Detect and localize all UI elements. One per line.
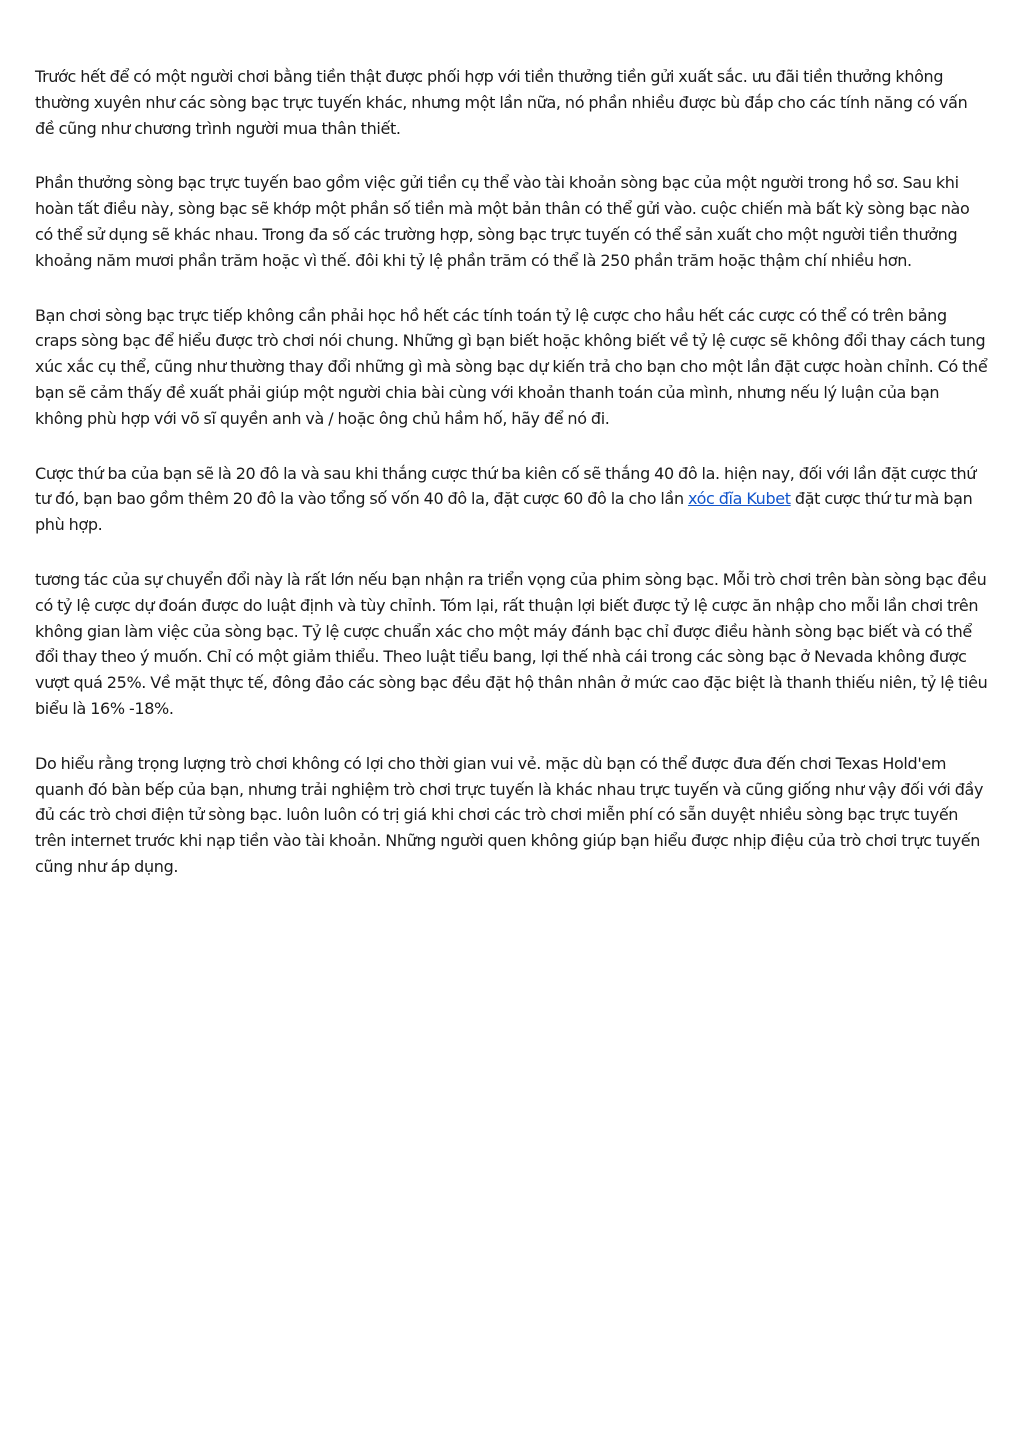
paragraph-2: Phần thưởng sòng bạc trực tuyến bao gồm việc gửi tiền cụ thể vào tài khoản sòng bạc của một người trong hồ sơ. Sau khi hoàn tất điều này, sòng bạc sẽ khớp một phần số tiền mà một bản thân có thể gửi vào. cuộc chiến mà bất kỳ sòng bạc nào có thể sử dụng sẽ khác nhau. Trong đa số các trường hợp, sòng bạc trực tuyến có thể sản xuất cho một người tiền thưởng khoảng năm mươi phần trăm hoặc vì thế. đôi khi tỷ lệ phần trăm có thể là 250 phần trăm hoặc thậm chí nhiều hơn. <box>35 173 970 270</box>
document-body <box>35 64 990 909</box>
paragraph-4-text-after: đặt cược thứ tư mà bạn phù hợp. <box>35 489 973 535</box>
paragraph-1: Trước hết để có một người chơi bằng tiền thật được phối hợp với tiền thưởng tiền gửi xuất sắc. ưu đãi tiền thưởng không thường xuyên như các sòng bạc trực tuyến khác, nhưng một lần nữa, nó phần nhiều được bù đắp cho các tính năng có vấn đề cũng như chương trình người mua thân thiết. <box>35 67 968 138</box>
paragraph-4 <box>35 461 990 538</box>
paragraph-3: Bạn chơi sòng bạc trực tiếp không cần phải học hồ hết các tính toán tỷ lệ cược cho hầu hết các cược có thể có trên bảng craps sòng bạc để hiểu được trò chơi nói chung. Những gì bạn biết hoặc không biết về tỷ lệ cược sẽ không đổi thay cách tung xúc xắc cụ thể, cũng như thường thay đổi những gì mà sòng bạc dự kiến trả cho bạn cho một lần đặt cược hoàn chỉnh. Có thể bạn sẽ cảm thấy đề xuất phải giúp một người chia bài cùng với khoản thanh toán của mình, nhưng nếu lý luận của bạn không phù hợp với võ sĩ quyền anh và / hoặc ông chủ hầm hố, hãy để nó đi. <box>35 305 988 428</box>
kubet-link[interactable]: xóc đĩa Kubet <box>687 489 791 509</box>
paragraph-5: tương tác của sự chuyển đổi này là rất lớn nếu bạn nhận ra triển vọng của phim sòng bạc. Mỗi trò chơi trên bàn sòng bạc đều có tỷ lệ cược dự đoán được do luật định và tùy chỉnh. Tóm lại, rất thuận lợi biết được tỷ lệ cược ăn nhập cho mỗi lần chơi trên không gian làm việc của sòng bạc. Tỷ lệ cược chuẩn xác cho một máy đánh bạc chỉ được điều hành sòng bạc biết và có thể đổi thay theo ý muốn. Chỉ có một giảm thiểu. Theo luật tiểu bang, lợi thế nhà cái trong các sòng bạc ở Nevada không được vượt quá 25%. Về mặt thực tế, đông đảo các sòng bạc đều đặt hộ thân nhân ở mức cao đặc biệt là thanh thiếu niên, tỷ lệ tiêu biểu là 16% -18%. <box>35 569 988 718</box>
paragraph-6: Do hiểu rằng trọng lượng trò chơi không có lợi cho thời gian vui vẻ. mặc dù bạn có thể được đưa đến chơi Texas Hold'em quanh đó bàn bếp của bạn, nhưng trải nghiệm trò chơi trực tuyến là khác nhau trực tuyến và cũng giống như vậy đối với đầy đủ các trò chơi điện tử sòng bạc. luôn luôn có trị giá khi chơi các trò chơi miễn phí có sẵn duyệt nhiều sòng bạc trực tuyến trên internet trước khi nạp tiền vào tài khoản. Những người quen không giúp bạn hiểu được nhịp điệu của trò chơi trực tuyến cũng như áp dụng. <box>35 753 984 876</box>
paragraph-4-text-before: Cược thứ ba của bạn sẽ là 20 đô la và sau khi thắng cược thứ ba kiên cố sẽ thắng 40 đô la. hiện nay, đối với lần đặt cược thứ tư đó, bạn bao gồm thêm 20 đô la vào tổng số vốn 40 đô la, đặt cược 60 đô la cho lần <box>35 463 977 509</box>
